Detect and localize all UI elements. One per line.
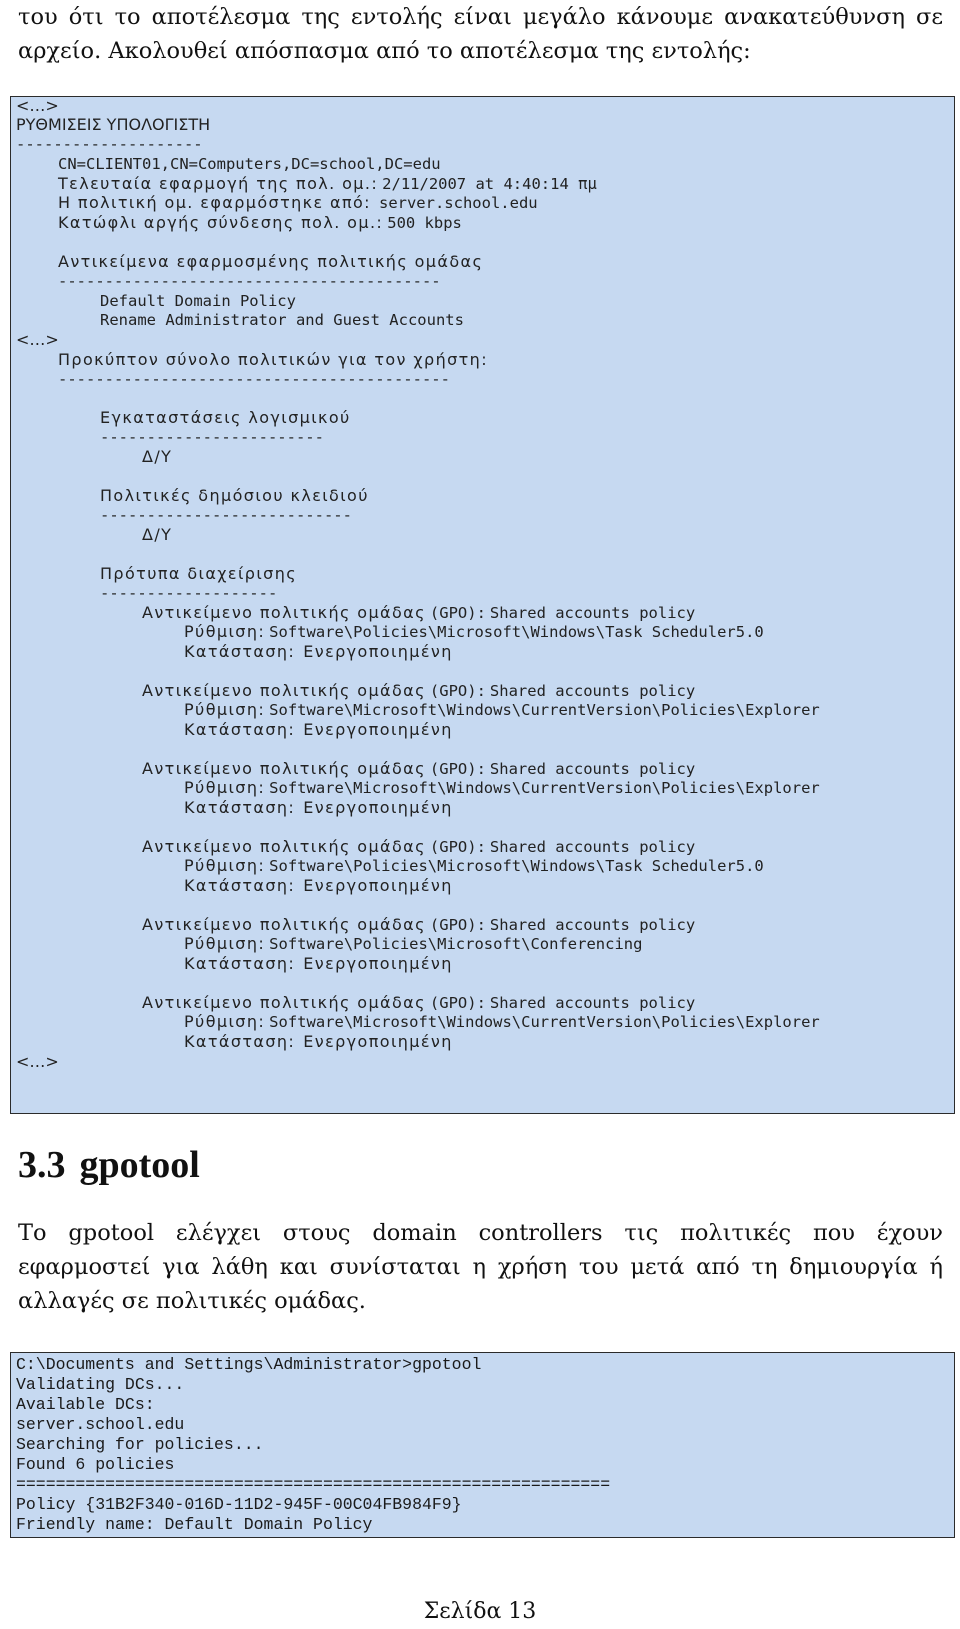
template-gpo-line: Αντικείμενο πολιτικής ομάδας (GPO): Shared accounts policy — [142, 603, 696, 622]
page-number: Σελίδα 13 — [423, 1599, 537, 1624]
template-gpo-line: Αντικείμενο πολιτικής ομάδας (GPO): Shared accounts policy — [142, 759, 696, 778]
template-gpo-line: Αντικείμενο πολιτικής ομάδας (GPO): Shared accounts policy — [142, 915, 696, 934]
template-state-line: Κατάσταση: Ενεργοποιημένη — [184, 1032, 453, 1051]
template-gpo-line: Αντικείμενο πολιτικής ομάδας (GPO): Shared accounts policy — [142, 993, 696, 1012]
gpresult-output-box — [10, 96, 955, 1114]
applied-gpo-item: Default Domain Policy — [100, 292, 296, 310]
template-state-line: Κατάσταση: Ενεργοποιημένη — [184, 954, 453, 973]
heading-rule: -------------------- — [16, 135, 203, 153]
template-state-line: Κατάσταση: Ενεργοποιημένη — [184, 720, 453, 739]
gpotool-output-line: Searching for policies... — [16, 1435, 264, 1454]
gpotool-output-line: Available DCs: — [16, 1395, 155, 1414]
template-setting-line: Ρύθμιση: Software\Microsoft\Windows\CurrentVersion\Policies\Explorer — [184, 700, 820, 719]
gpotool-output-line: server.school.edu — [16, 1415, 185, 1434]
public-key-value: Δ/Υ — [142, 525, 173, 544]
software-install-rule: ------------------------ — [100, 428, 324, 446]
template-setting-line: Ρύθμιση: Software\Policies\Microsoft\Conferencing — [184, 934, 643, 953]
public-key-heading: Πολιτικές δημόσιου κλειδιού — [100, 486, 369, 505]
template-setting-line: Ρύθμιση: Software\Policies\Microsoft\Windows\Task Scheduler5.0 — [184, 856, 764, 875]
template-setting-line: Ρύθμιση: Software\Microsoft\Windows\CurrentVersion\Policies\Explorer — [184, 778, 820, 797]
applied-from-line: Η πολιτική ομ. εφαρμόστηκε από: server.school.edu — [58, 193, 538, 212]
applied-gpos-rule: ----------------------------------------- — [58, 272, 441, 290]
rsop-rule: ------------------------------------------ — [58, 370, 450, 388]
gpotool-output-box — [10, 1352, 955, 1538]
ellipsis-marker: <…> — [16, 330, 59, 349]
template-state-line: Κατάσταση: Ενεργοποιημένη — [184, 798, 453, 817]
last-applied-line: Τελευταία εφαρμογή της πολ. ομ.: 2/11/2007 at 4:40:14 πμ — [58, 174, 597, 193]
software-install-heading: Εγκαταστάσεις λογισμικού — [100, 408, 351, 427]
admin-templates-heading: Πρότυπα διαχείρισης — [100, 564, 298, 583]
admin-templates-rule: ------------------- — [100, 584, 278, 602]
rsop-heading: Προκύπτον σύνολο πολιτικών για τον χρήστη: — [58, 350, 489, 369]
ellipsis-marker: <…> — [16, 1052, 59, 1071]
template-gpo-line: Αντικείμενο πολιτικής ομάδας (GPO): Shared accounts policy — [142, 681, 696, 700]
computer-dn: CN=CLIENT01,CN=Computers,DC=school,DC=edu — [58, 155, 441, 173]
gpotool-output-line: ============================================================ — [16, 1475, 611, 1494]
section-paragraph: Το gpotool ελέγχει στους domain controllers τις πολιτικές που έχουν εφαρμοστεί για λάθη και συνίσταται η χρήση του μετά από τη δημιουργία ή αλλαγές σε πολιτικές ομάδας. — [18, 1220, 943, 1314]
applied-gpo-item: Rename Administrator and Guest Accounts — [100, 311, 464, 329]
gpotool-output-line: C:\Documents and Settings\Administrator>gpotool — [16, 1355, 482, 1374]
slow-link-line: Κατώφλι αργής σύνδεσης πολ. ομ.: 500 kbps — [58, 213, 462, 232]
template-setting-line: Ρύθμιση: Software\Policies\Microsoft\Windows\Task Scheduler5.0 — [184, 622, 764, 641]
section-number: 3.3 — [18, 1144, 66, 1186]
section-heading — [18, 1143, 200, 1187]
gpotool-output-line: Validating DCs... — [16, 1375, 185, 1394]
computer-settings-heading: ΡΥΘΜΙΣΕΙΣ ΥΠΟΛΟΓΙΣΤΗ — [16, 115, 211, 134]
template-gpo-line: Αντικείμενο πολιτικής ομάδας (GPO): Shared accounts policy — [142, 837, 696, 856]
public-key-rule: --------------------------- — [100, 506, 352, 524]
ellipsis-marker: <…> — [16, 96, 59, 115]
gpotool-output-line: Found 6 policies — [16, 1455, 175, 1474]
applied-gpos-heading: Αντικείμενα εφαρμοσμένης πολιτικής ομάδας — [58, 252, 484, 271]
gpotool-output-line: Friendly name: Default Domain Policy — [16, 1515, 373, 1534]
gpotool-output-line: Policy {31B2F340-016D-11D2-945F-00C04FB984F9} — [16, 1495, 462, 1514]
template-state-line: Κατάσταση: Ενεργοποιημένη — [184, 876, 453, 895]
template-state-line: Κατάσταση: Ενεργοποιημένη — [184, 642, 453, 661]
intro-paragraph: του ότι το αποτέλεσμα της εντολής είναι μεγάλο κάνουμε ανακατεύθυνση σε αρχείο. Ακολουθεί απόσπασμα από το αποτέλεσμα της εντολής: — [18, 4, 943, 64]
template-setting-line: Ρύθμιση: Software\Microsoft\Windows\CurrentVersion\Policies\Explorer — [184, 1012, 820, 1031]
section-title: gpotool — [79, 1144, 200, 1186]
software-install-value: Δ/Υ — [142, 447, 173, 466]
